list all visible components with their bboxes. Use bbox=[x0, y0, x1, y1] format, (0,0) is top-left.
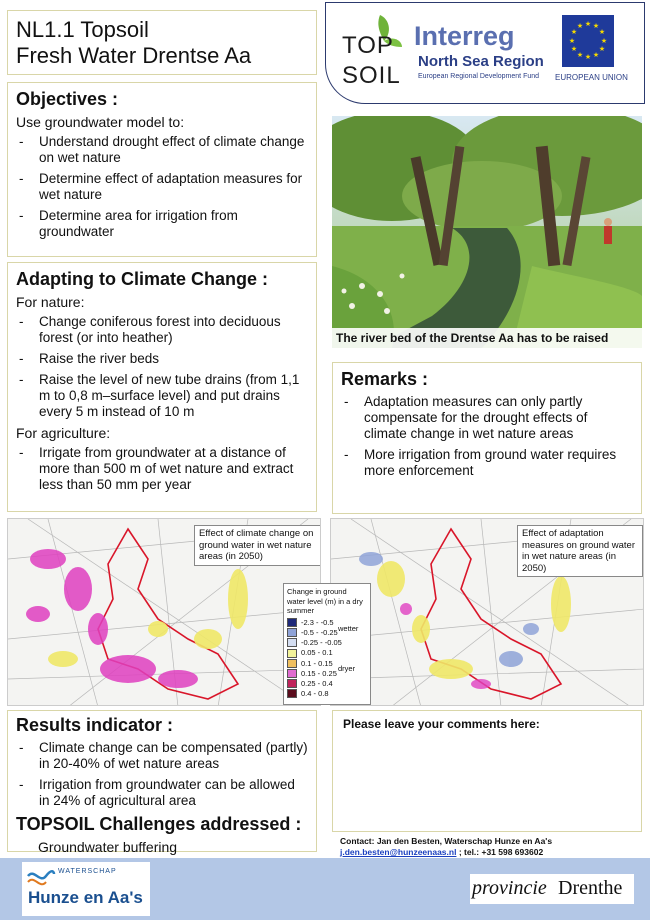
remarks-panel bbox=[332, 362, 642, 514]
svg-text:★: ★ bbox=[576, 22, 584, 30]
svg-text:★: ★ bbox=[598, 28, 606, 36]
list-item: - Determine effect of adaptation measures for wet nature bbox=[16, 171, 308, 203]
map-legend bbox=[283, 583, 371, 705]
map-adaptation bbox=[330, 518, 644, 706]
svg-text:★: ★ bbox=[592, 22, 600, 30]
list-item: - Irrigation from groundwater can be allowed in 24% of agricultural area bbox=[16, 777, 308, 809]
legend-swatch bbox=[287, 679, 297, 688]
svg-text:★: ★ bbox=[576, 51, 584, 59]
map-left-caption: Effect of climate change on ground water in wet nature areas (in 2050) bbox=[194, 525, 321, 566]
legend-label: 0.4 - 0.8 bbox=[301, 689, 329, 699]
legend-label: -0.25 - -0.05 bbox=[301, 638, 342, 648]
list-item: - Irrigate from groundwater at a distance of more than 500 m of wet nature and extract less than 50 mm per year bbox=[16, 445, 308, 493]
legend-label: 0.05 - 0.1 bbox=[301, 648, 333, 658]
agri-label: For agriculture: bbox=[16, 425, 111, 441]
photo-caption: The river bed of the Drentse Aa has to be raised bbox=[332, 328, 642, 348]
topsoil-top: TOP bbox=[342, 32, 394, 59]
provincie-logo bbox=[470, 874, 634, 904]
legend-item bbox=[287, 689, 367, 699]
adapting-heading: Adapting to Climate Change : bbox=[16, 269, 268, 289]
drenthe-text: Drenthe bbox=[558, 877, 623, 899]
river-photo bbox=[332, 116, 642, 348]
nature-label: For nature: bbox=[16, 294, 85, 310]
map-climate-change bbox=[7, 518, 321, 706]
remarks-list bbox=[341, 394, 633, 479]
title-box bbox=[7, 10, 317, 75]
list-item: - Determine area for irrigation from groundwater bbox=[16, 208, 308, 240]
objectives-intro: Use groundwater model to: bbox=[16, 114, 185, 130]
list-item: - Climate change can be compensated (partly) in 20-40% of wet nature areas bbox=[16, 740, 308, 772]
svg-text:★: ★ bbox=[592, 51, 600, 59]
svg-text:★: ★ bbox=[568, 37, 576, 45]
contact-line: Contact: Jan den Besten, Waterschap Hunze en Aa's bbox=[340, 836, 553, 846]
waterschap-name: Hunze en Aa's bbox=[28, 888, 143, 907]
fund-name: European Regional Development Fund bbox=[418, 73, 540, 80]
challenge-item: Groundwater buffering bbox=[38, 839, 178, 855]
nature-list bbox=[16, 314, 308, 420]
agri-list bbox=[16, 445, 308, 493]
svg-text:★: ★ bbox=[584, 53, 592, 61]
contact-tel: ; tel.: +31 598 693602 bbox=[456, 847, 544, 857]
contact-line-2 bbox=[340, 847, 552, 858]
legend-label: -2.3 - -0.5 bbox=[301, 617, 334, 627]
legend-item bbox=[287, 679, 367, 689]
objectives-panel bbox=[7, 82, 317, 257]
logo-banner bbox=[325, 2, 645, 104]
legend-swatch bbox=[287, 628, 297, 637]
objectives-heading: Objectives : bbox=[16, 89, 119, 109]
legend-swatch bbox=[287, 618, 297, 627]
legend-item bbox=[287, 648, 367, 658]
objectives-list bbox=[16, 134, 308, 240]
waterschap-wave-icon bbox=[26, 864, 56, 886]
legend-label: 0.1 - 0.15 bbox=[301, 658, 333, 668]
list-item: - Raise the level of new tube drains (from 1,1 m to 0,8 m–surface level) and put drains every 5 m instead of 10 m bbox=[16, 372, 308, 420]
provincie-text: provincie bbox=[472, 877, 547, 899]
legend-swatch bbox=[287, 669, 297, 678]
svg-text:★: ★ bbox=[600, 37, 608, 45]
legend-swatch bbox=[287, 689, 297, 698]
results-panel bbox=[7, 710, 317, 855]
svg-text:★: ★ bbox=[584, 20, 592, 28]
legend-swatch bbox=[287, 659, 297, 668]
topsoil-bottom: SOIL bbox=[342, 62, 401, 89]
results-list bbox=[16, 740, 308, 809]
interreg-logo: Interreg bbox=[414, 21, 515, 51]
svg-text:★: ★ bbox=[570, 45, 578, 53]
list-item: - Change coniferous forest into deciduous forest (or into heather) bbox=[16, 314, 308, 346]
comments-panel[interactable] bbox=[332, 710, 642, 832]
legend-label: 0.15 - 0.25 bbox=[301, 668, 337, 678]
eu-flag-icon bbox=[562, 15, 614, 67]
legend-label: 0.25 - 0.4 bbox=[301, 678, 333, 688]
remarks-heading: Remarks : bbox=[341, 369, 429, 389]
river-photo-image bbox=[332, 116, 642, 348]
eu-label: EUROPEAN UNION bbox=[555, 73, 628, 82]
legend-swatch bbox=[287, 649, 297, 658]
legend-title: Change in ground water level (m) in a dry summer bbox=[287, 587, 363, 615]
legend-swatch bbox=[287, 638, 297, 647]
topsoil-logo bbox=[340, 11, 410, 91]
comments-label: Please leave your comments here: bbox=[343, 717, 540, 731]
legend-dryer: dryer bbox=[338, 664, 356, 673]
svg-text:★: ★ bbox=[598, 45, 606, 53]
list-item: - Raise the river beds bbox=[16, 351, 308, 367]
svg-text:★: ★ bbox=[570, 28, 578, 36]
contact-email-link[interactable]: j.den.besten@hunzeenaas.nl bbox=[340, 847, 457, 857]
legend-label: -0.5 - -0.25 bbox=[301, 628, 338, 638]
title-line-1: NL1.1 Topsoil bbox=[16, 17, 149, 42]
waterschap-logo bbox=[22, 862, 150, 916]
waterschap-top: WATERSCHAP bbox=[58, 868, 117, 875]
legend-item bbox=[287, 638, 367, 648]
list-item: - Understand drought effect of climate change on wet nature bbox=[16, 134, 308, 166]
results-heading: Results indicator : bbox=[16, 715, 174, 735]
map-right-caption: Effect of adaptation measures on ground water in wet nature areas (in 2050) bbox=[517, 525, 643, 577]
title-line-2: Fresh Water Drentse Aa bbox=[16, 43, 252, 68]
challenges-heading: TOPSOIL Challenges addressed : bbox=[16, 814, 302, 834]
region-name: North Sea Region bbox=[418, 53, 544, 70]
list-item: - More irrigation from ground water requires more enforcement bbox=[341, 447, 633, 479]
legend-wetter: wetter bbox=[338, 624, 359, 633]
adapting-panel bbox=[7, 262, 317, 512]
footer-bar bbox=[0, 858, 650, 920]
list-item: - Adaptation measures can only partly compensate for the drought effects of climate change in wet nature areas bbox=[341, 394, 633, 442]
contact-info bbox=[340, 836, 552, 858]
